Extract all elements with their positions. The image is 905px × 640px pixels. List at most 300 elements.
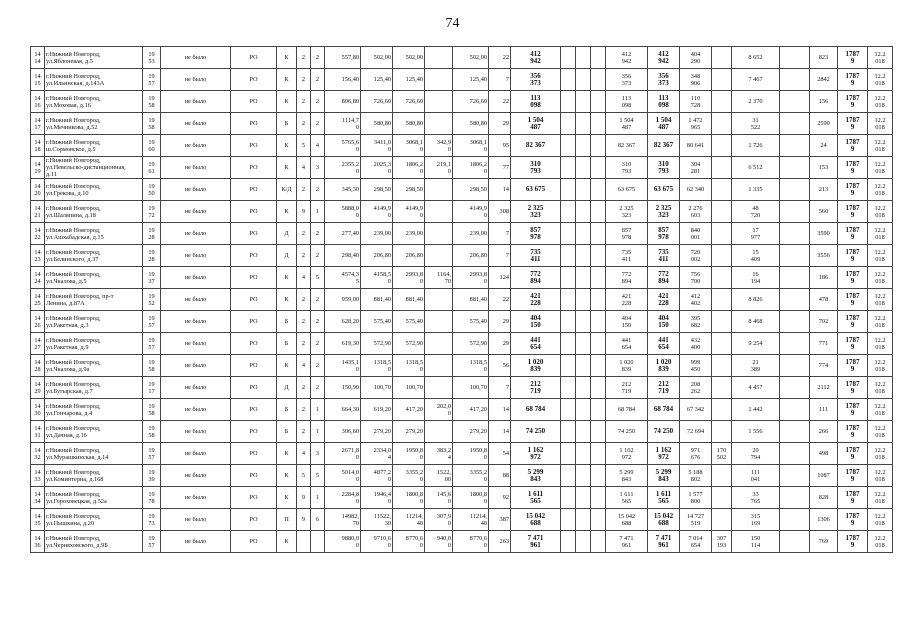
table-row [31,179,893,201]
table-cell: 502,00 [393,47,425,69]
page-number: 74 [445,16,460,31]
apartment-buildings-table [30,46,893,553]
table-cell: 15 042 688 [606,509,648,531]
table-cell: РО [231,223,277,245]
table-cell: г.Нижний Новгород, ул.Ракетная, д.3 [45,311,143,333]
table-cell: 12.2 018 [868,333,893,355]
table-cell: 2 [311,245,325,267]
table-cell: 12.2 018 [868,399,893,421]
table-cell: 1787 9 [838,333,868,355]
table-cell [576,531,591,553]
table-cell: не было [161,333,231,355]
table-cell: 1787 9 [838,311,868,333]
table-cell: 404 150 [606,311,648,333]
table-cell: РО [231,465,277,487]
table-cell: 9880,0 0 [325,531,361,553]
table-cell [780,509,810,531]
table-cell: РО [231,91,277,113]
table-cell: 110 728 [680,91,712,113]
table-cell [425,355,453,377]
table-cell: г.Нижний Новгород, ул.Чкалова, д.5 [45,267,143,289]
table-cell [712,47,732,69]
table-cell [712,311,732,333]
table-cell: 19 57 [143,333,161,355]
table-cell: 1787 9 [838,443,868,465]
table-cell [561,113,576,135]
table-cell [561,487,576,509]
table-cell: 100,70 [453,377,489,399]
table-cell: 502,00 [453,47,489,69]
table-cell: 74 250 [511,421,561,443]
table-cell: 95 [489,135,511,157]
table-cell: 1164, 70 [425,267,453,289]
table-cell: 1787 9 [838,91,868,113]
table-cell: РО [231,509,277,531]
table-cell: 628,20 [325,311,361,333]
table-cell [425,69,453,91]
table-cell: 12.2 018 [868,113,893,135]
table-cell: 19 28 [143,245,161,267]
table-cell: 3411,0 0 [361,135,393,157]
table-cell: К [277,135,297,157]
table-cell: 19 57 [143,531,161,553]
table-cell: К [277,355,297,377]
table-cell: 14 34 [31,487,45,509]
table-cell: 5 299 843 [606,465,648,487]
table-cell [561,333,576,355]
table-cell [561,267,576,289]
table-cell: 756 700 [680,267,712,289]
table-body [31,47,893,553]
table-row [31,465,893,487]
table-cell: 412 942 [511,47,561,69]
table-cell [712,267,732,289]
table-cell: 77 [489,157,511,179]
table-cell: 12.2 018 [868,267,893,289]
table-cell: 14 14 [31,47,45,69]
table-cell [561,201,576,223]
table-cell: 62 340 [680,179,712,201]
table-cell: 5 299 843 [648,465,680,487]
table-cell: 1787 9 [838,465,868,487]
table-cell [780,487,810,509]
table-cell: 823 [810,47,838,69]
table-cell: К/Д [277,179,297,201]
table-cell: 219,1 0 [425,157,453,179]
table-cell [576,135,591,157]
table-cell [591,509,606,531]
table-row [31,91,893,113]
table-cell [780,377,810,399]
table-cell: 940,0 0 [425,531,453,553]
table-cell: 1 [311,201,325,223]
table-cell: 11214, 40 [453,509,489,531]
table-cell: Б [277,113,297,135]
table-cell: 441 654 [648,333,680,355]
table-cell: г.Нижний Новгород, ул.Белинского, д.37 [45,245,143,267]
table-cell: 14 17 [31,113,45,135]
table-cell [425,377,453,399]
table-cell: г.Нижний Новгород, пр-т Ленина, д.87А [45,289,143,311]
table-cell: 63 675 [606,179,648,201]
table-cell: 1 162 972 [648,443,680,465]
table-cell: 19 73 [143,509,161,531]
table-cell: 2 [311,289,325,311]
table-cell: 432 400 [680,333,712,355]
table-cell: 772 894 [511,267,561,289]
table-cell: 212 719 [648,377,680,399]
table-cell: 14 19 [31,157,45,179]
table-cell [780,421,810,443]
table-cell: 5 299 843 [511,465,561,487]
table-cell: 4877,2 0 [361,465,393,487]
table-cell [712,91,732,113]
table-cell: 12.2 018 [868,245,893,267]
table-cell: 356 373 [648,69,680,91]
table-cell [576,289,591,311]
table-row [31,47,893,69]
table-cell: 2 [297,69,311,91]
table-cell [561,531,576,553]
table-cell: 12.2 018 [868,91,893,113]
table-cell: 356 373 [606,69,648,91]
table-cell [425,113,453,135]
table-cell [712,201,732,223]
table-cell: 14 28 [31,355,45,377]
table-cell: 14 27 [31,333,45,355]
table-cell: РО [231,179,277,201]
table-cell: 1806,2 0 [393,157,425,179]
table-cell: К [277,443,297,465]
table-cell: г.Нижний Новгород, ул.Дачная, д.16 [45,421,143,443]
table-cell: 54 [489,443,511,465]
table-cell [576,91,591,113]
table-cell: 959,00 [325,289,361,311]
table-cell [591,267,606,289]
table-cell [561,399,576,421]
table-cell [591,531,606,553]
table-cell: 124 [489,267,511,289]
table-cell: 2 325 323 [648,201,680,223]
table-cell: 502,00 [361,47,393,69]
table-cell: 15 042 688 [648,509,680,531]
table-cell: 726,60 [453,91,489,113]
table-cell [576,487,591,509]
table-cell [712,465,732,487]
table-cell: РО [231,355,277,377]
table-cell: РО [231,267,277,289]
table-cell: г.Нижний Новгород, ш.Сормовское, д.5 [45,135,143,157]
table-cell: 11522, 30 [361,509,393,531]
table-cell: РО [231,487,277,509]
table-cell: 4574,3 5 [325,267,361,289]
table-cell: 5888,0 0 [325,201,361,223]
table-cell: 404 150 [511,311,561,333]
table-cell: 575,40 [453,311,489,333]
table-cell [576,69,591,91]
table-cell: 307,9 0 [425,509,453,531]
table-cell: 412 402 [680,289,712,311]
table-cell: 56 [489,355,511,377]
table-cell: РО [231,113,277,135]
table-cell: 726,60 [361,91,393,113]
table-cell: РО [231,289,277,311]
table-cell: 580,80 [361,113,393,135]
table-cell: 1 [311,421,325,443]
table-cell: 29 [489,113,511,135]
table-cell: 14 26 [31,311,45,333]
table-cell [576,245,591,267]
table-cell: 29 [489,333,511,355]
table-cell [561,157,576,179]
table-cell: не было [161,267,231,289]
table-cell: 1787 9 [838,245,868,267]
table-cell: 881,40 [393,289,425,311]
table-cell [712,377,732,399]
table-cell: 12.2 018 [868,509,893,531]
table-cell: 2 [311,223,325,245]
table-cell [780,267,810,289]
table-cell: 307 193 [712,531,732,553]
table-cell: 22 [489,289,511,311]
table-cell: Б [277,333,297,355]
table-cell: 239,00 [453,223,489,245]
table-cell: 19 61 [143,157,161,179]
table-cell: 2 [297,377,311,399]
table-cell: 68 784 [648,399,680,421]
table-cell: 1787 9 [838,377,868,399]
table-cell: 580,80 [393,113,425,135]
table-cell: 4 457 [732,377,780,399]
table-cell: 63 675 [648,179,680,201]
table-cell: 7 471 961 [511,531,561,553]
table-cell: 1435,1 0 [325,355,361,377]
table-cell: 1522, 00 [425,465,453,487]
table-cell: 5 188 802 [680,465,712,487]
table-cell: не было [161,113,231,135]
table-cell [780,355,810,377]
table-cell [780,47,810,69]
table-cell: 279,20 [453,421,489,443]
table-cell: 125,40 [453,69,489,91]
table-cell: 19 57 [143,443,161,465]
table-cell: РО [231,399,277,421]
table-cell: К [277,47,297,69]
table-cell: 19 28 [143,223,161,245]
table-cell: 2025,3 0 [361,157,393,179]
table-cell: 2 [297,421,311,443]
table-cell: 575,40 [361,311,393,333]
table-cell: 9 254 [732,333,780,355]
table-cell: 2 [311,333,325,355]
table-cell: 9 [297,201,311,223]
table-cell: 2 325 323 [606,201,648,223]
table-cell: 206,80 [361,245,393,267]
table-cell: 14 18 [31,135,45,157]
table-cell: 298,40 [325,245,361,267]
table-cell [591,69,606,91]
table-cell: 170 502 [712,443,732,465]
table-cell: 4 [297,267,311,289]
table-cell: 3068,1 0 [393,135,425,157]
table-cell: 68 784 [511,399,561,421]
table-cell: 3 [311,443,325,465]
table-cell: 2 [297,245,311,267]
table-cell [576,223,591,245]
table-row [31,487,893,509]
table-cell [425,289,453,311]
table-cell: 22 [489,47,511,69]
table-cell: 19 78 [143,487,161,509]
table-cell: 12.2 018 [868,355,893,377]
table-cell: 2 370 [732,91,780,113]
table-cell [576,179,591,201]
table-cell: 720 002 [680,245,712,267]
table-cell: 1787 9 [838,421,868,443]
table-cell [561,179,576,201]
table-cell: 560 [810,201,838,223]
table-cell: 11214, 40 [393,509,425,531]
table-cell: г.Нижний Новгород, ул.Мечникова, д.52 [45,113,143,135]
table-cell: 2671,8 0 [325,443,361,465]
table-cell [712,333,732,355]
table-cell [780,113,810,135]
table-cell [591,135,606,157]
table-cell: 1 162 972 [511,443,561,465]
table-cell: 769 [810,531,838,553]
table-cell [576,421,591,443]
table-cell [561,91,576,113]
table-cell [591,201,606,223]
table-cell: Д [277,245,297,267]
table-cell: 726,60 [393,91,425,113]
table-cell: 4149,9 0 [393,201,425,223]
table-cell: 48 720 [732,201,780,223]
table-cell: 212 719 [511,377,561,399]
table-cell: 14 [489,421,511,443]
table-cell: 3068,1 0 [453,135,489,157]
table-cell: 33 765 [732,487,780,509]
table-cell: 4 [297,443,311,465]
table-cell: 279,20 [393,421,425,443]
table-cell: 2 [311,311,325,333]
table-cell: 16 194 [732,267,780,289]
table-cell [780,333,810,355]
table-cell [561,509,576,531]
table-cell [780,311,810,333]
table-cell: 404 290 [680,47,712,69]
table-cell [561,69,576,91]
table-cell: 4149,9 0 [361,201,393,223]
table-cell [780,531,810,553]
table-cell: 4 [297,355,311,377]
table-cell: 2 325 323 [511,201,561,223]
table-cell: не было [161,135,231,157]
table-cell: 2 276 603 [680,201,712,223]
table-cell [591,487,606,509]
table-cell: г.Нижний Новгород, ул.Ашхабадская, д.15 [45,223,143,245]
table-cell: 1787 9 [838,289,868,311]
table-cell: 111 041 [732,465,780,487]
table-cell: г.Нижний Новгород, ул.Мурашкинская, д.14 [45,443,143,465]
table-cell [576,113,591,135]
table-cell [425,333,453,355]
table-cell [780,179,810,201]
table-cell: 67 342 [680,399,712,421]
table-cell: 999 450 [680,355,712,377]
table-cell [591,355,606,377]
table-cell: 8 826 [732,289,780,311]
table-cell: РО [231,311,277,333]
table-cell: 735 411 [606,245,648,267]
table-cell: 572,90 [361,333,393,355]
table-cell: 31 522 [732,113,780,135]
table-cell [576,465,591,487]
table-cell: 298,50 [361,179,393,201]
table-cell: 12.2 018 [868,223,893,245]
table-cell: К [277,91,297,113]
table-cell: РО [231,69,277,91]
table-cell [576,47,591,69]
table-cell: 702 [810,311,838,333]
table-cell [561,47,576,69]
table-cell: 3355,2 0 [393,465,425,487]
table-cell: 2 [311,91,325,113]
table-cell: 4 [311,135,325,157]
table-cell: 19 58 [143,355,161,377]
table-cell: 12.2 018 [868,465,893,487]
table-cell: 5014,0 0 [325,465,361,487]
table-cell: 4 [297,157,311,179]
table-cell: 2112 [810,377,838,399]
table-cell: 19 57 [143,69,161,91]
table-cell: 1 611 565 [648,487,680,509]
table-cell: 125,40 [393,69,425,91]
table-cell: 1946,4 0 [361,487,393,509]
table-cell: 2 [311,47,325,69]
table-cell: не было [161,465,231,487]
table-cell: г.Нижний Новгород, ул.Моховая, д.16 [45,91,143,113]
table-cell: 150,90 [325,377,361,399]
table-cell: 1 504 487 [511,113,561,135]
table-cell [576,267,591,289]
table-cell: 5 [297,465,311,487]
table-cell: 14 [489,399,511,421]
table-cell: 14 31 [31,421,45,443]
table-row [31,223,893,245]
table-cell: г.Нижний Новгород, ул.Ильинская, д.143А [45,69,143,91]
table-cell: г.Нижний Новгород, ул.Гороховецкая, д.52а [45,487,143,509]
table-row [31,443,893,465]
table-cell: 19 39 [143,465,161,487]
table-cell: 619,20 [361,399,393,421]
table-cell: не было [161,377,231,399]
table-cell [311,531,325,553]
table-cell: 1318,5 0 [453,355,489,377]
table-cell: не было [161,355,231,377]
table-cell [591,399,606,421]
table-cell: 498 [810,443,838,465]
table-cell [561,289,576,311]
table-cell: 1787 9 [838,487,868,509]
table-cell [297,531,311,553]
table-cell: 19 72 [143,201,161,223]
table-cell: 7 014 654 [680,531,712,553]
table-cell: 735 411 [511,245,561,267]
table-cell: 12.2 018 [868,47,893,69]
table-cell: 2993,8 0 [393,267,425,289]
table-cell [591,311,606,333]
